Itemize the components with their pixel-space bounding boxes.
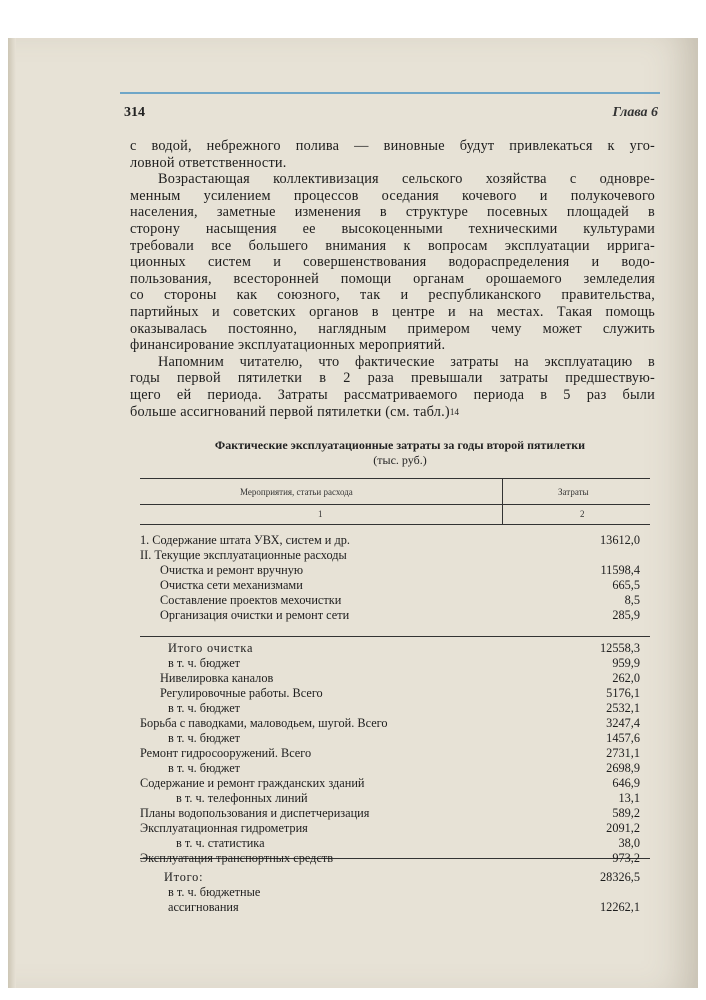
text-line: больше ассигнований первой пятилетки (см. табл.) [130, 403, 450, 420]
table-row: Содержание и ремонт гражданских зданий 646,9 [140, 776, 640, 790]
text-line: годы первой пятилетки в 2 раза превышали затраты предшествую- [130, 370, 655, 387]
text-line: населения, заметные изменения в структуре посевных площадей в [130, 204, 655, 221]
header-rule [120, 92, 660, 94]
table-title: Фактические эксплуатационные затраты за годы второй пятилетки [214, 438, 586, 452]
table-row: в т. ч. бюджет 959,9 [168, 656, 640, 670]
table-row: в т. ч. бюджет 1457,6 [168, 731, 640, 745]
body-text [130, 138, 655, 420]
text-line: менным усилением процессов оседания кочевого и полукочевого [130, 187, 655, 204]
table-header-rule [140, 504, 650, 505]
text-line-with-footnote [130, 404, 655, 421]
table-row: в т. ч. статистика 38,0 [176, 836, 640, 850]
text-line: партийных и советских органов в центре и на местах. Такая помощь [130, 303, 655, 320]
table-row: в т. ч. телефонных линий 13,1 [176, 791, 640, 805]
table-row: в т. ч. бюджет 2532,1 [168, 701, 640, 715]
text-line: Напомним читателю, что фактические затраты на эксплуатацию в [158, 353, 655, 370]
table-top-rule [140, 478, 650, 479]
text-line: с водой, небрежного полива — виновные будут привлекаться к уго- [130, 138, 655, 154]
table-row: 1. Содержание штата УВХ, систем и др. 13612,0 [140, 533, 640, 547]
table-row: ассигнования 12262,1 [168, 900, 640, 914]
table-subtitle: (тыс. руб.) [373, 453, 427, 467]
table-row: Ремонт гидросооружений. Всего 2731,1 [140, 746, 640, 760]
col2-header: Затраты [558, 487, 589, 497]
text-line: требовали все большего внимания к вопросам эксплуатации ирригa- [130, 237, 655, 254]
text-line: пользования, всесторонней помощи органам орошаемого земледелия [130, 270, 655, 287]
text-line: щего ей периода. Затраты рассматриваемого периода в 5 раз были [130, 386, 655, 403]
table-row: II. Текущие эксплуатационные расходы [140, 548, 347, 562]
table-row: Нивелировка каналов 262,0 [160, 671, 640, 685]
subtotal-rule [140, 636, 650, 637]
page-number: 314 [124, 105, 145, 120]
text-line: финансирование эксплуатационных мероприятий. [130, 337, 446, 354]
table-row-total: Итого: 28326,5 [164, 870, 640, 884]
text-line: сторону насыщения ее высокоценными техническими культурами [130, 220, 655, 237]
table-row: Регулировочные работы. Всего 5176,1 [160, 686, 640, 700]
chapter-title: Глава 6 [612, 105, 658, 120]
footnote-ref: 14 [449, 406, 460, 417]
col1-header: Мероприятия, статьи расхода [240, 487, 353, 497]
table-row: Планы водопользования и диспетчеризация 589,2 [140, 806, 640, 820]
table-row: Борьба с паводками, маловодьем, шугой. Всего 3247,4 [140, 716, 640, 730]
col2-number: 2 [580, 509, 585, 519]
text-line: со стороны как союзного, так и республиканского правительства, [130, 287, 655, 304]
table-num-rule [140, 524, 650, 525]
table-row: Эксплуатационная гидрометрия 2091,2 [140, 821, 640, 835]
text-line: Возрастающая коллективизация сельского хозяйства с одновре- [158, 171, 655, 188]
text-line: ловной ответственности. [130, 154, 287, 171]
table-row: Эксплуатация транспортных средств 973,2 [140, 851, 640, 865]
table-row: Очистка и ремонт вручную 11598,4 [160, 563, 640, 577]
text-line: оказывалась постоянно, наглядным примером чему может служить [130, 320, 655, 337]
table-row: Составление проектов мехочистки 8,5 [160, 593, 640, 607]
table-row: Итого очистка 12558,3 [168, 641, 640, 655]
table-row: Очистка сети механизмами 665,5 [160, 578, 640, 592]
table-row: Организация очистки и ремонт сети 285,9 [160, 608, 640, 622]
table-column-divider [502, 478, 503, 524]
table-row: в т. ч. бюджет 2698,9 [168, 761, 640, 775]
text-line: ционных систем и совершенствования водораспределения и водо- [130, 254, 655, 271]
col1-number: 1 [318, 509, 323, 519]
table-row: в т. ч. бюджетные [168, 885, 261, 899]
